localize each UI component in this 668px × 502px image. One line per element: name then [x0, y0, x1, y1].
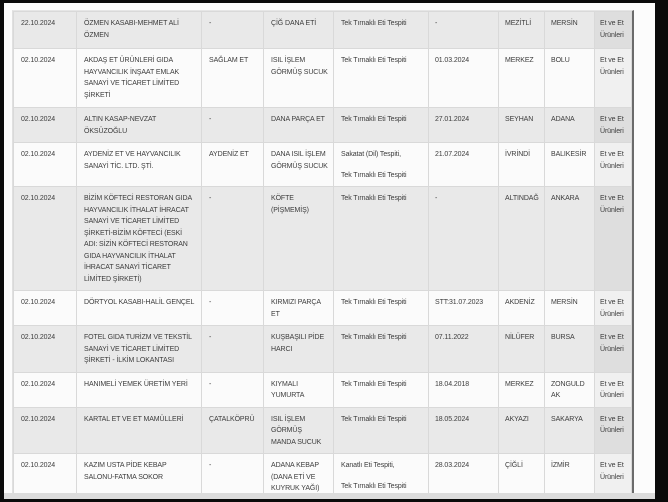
cell-product: DANA ISIL İŞLEM GÖRMÜŞ SUCUK	[264, 143, 334, 187]
cell-brand: SAĞLAM ET	[202, 49, 264, 108]
finding-text: Sakatat (Dil) Tespiti,	[341, 151, 401, 158]
cell-product: KIRMIZI PARÇA ET	[264, 291, 334, 326]
finding-text: Tek Tırnaklı Eti Tespiti	[341, 415, 407, 423]
cell-detection-date: -	[429, 187, 499, 291]
cell-province: ADANA	[545, 108, 595, 143]
cell-brand: -	[202, 454, 264, 500]
finding-text: Tek Tırnaklı Eti Tespiti	[341, 57, 407, 64]
cell-finding	[334, 407, 429, 454]
finding-text: Tek Tırnaklı Eti Tespiti	[341, 482, 407, 490]
table-row	[14, 407, 632, 454]
bottom-divider-strip	[4, 493, 655, 499]
cell-province: ANKARA	[545, 187, 595, 291]
cell-company-name: DÖRTYOL KASABI-HALİL GENÇEL	[77, 291, 202, 326]
cell-detection-date: 18.05.2024	[429, 407, 499, 454]
cell-category: Et ve Et Ürünleri	[595, 454, 632, 500]
cell-province: İZMİR	[545, 454, 595, 500]
table-row	[14, 143, 632, 187]
cell-brand: -	[202, 12, 264, 49]
table-row	[14, 372, 632, 407]
cell-finding	[334, 326, 429, 373]
cell-district: AKYAZI	[499, 407, 545, 454]
cell-detection-date: -	[429, 12, 499, 49]
cell-brand: -	[202, 291, 264, 326]
cell-category: Et ve Et Ürünleri	[595, 187, 632, 291]
cell-province: MERSİN	[545, 12, 595, 49]
cell-product: KIYMALI YUMURTA	[264, 372, 334, 407]
cell-product: ISIL İŞLEM GÖRMÜŞ MANDA SUCUK	[264, 407, 334, 454]
cell-detection-date: 07.11.2022	[429, 326, 499, 373]
cell-category: Et ve Et Ürünleri	[595, 326, 632, 373]
cell-district: MEZİTLİ	[499, 12, 545, 49]
finding-text: Tek Tırnaklı Eti Tespiti	[341, 195, 407, 202]
finding-text: Tek Tırnaklı Eti Tespiti	[341, 116, 407, 123]
cell-detection-date: STT:31.07.2023	[429, 291, 499, 326]
finding-text: Tek Tırnaklı Eti Tespiti	[341, 299, 407, 306]
cell-detection-date: 18.04.2018	[429, 372, 499, 407]
cell-province: SAKARYA	[545, 407, 595, 454]
cell-category: Et ve Et Ürünleri	[595, 372, 632, 407]
cell-category: Et ve Et Ürünleri	[595, 12, 632, 49]
table-body	[14, 12, 632, 500]
cell-province: BURSA	[545, 326, 595, 373]
cell-district: NİLÜFER	[499, 326, 545, 373]
cell-company-name: FOTEL GIDA TURİZM VE TEKSTİL SANAYİ VE TİCARET LİMİTED ŞİRKETİ - İLKİM LOKANTASI	[77, 326, 202, 373]
table-row	[14, 291, 632, 326]
cell-category: Et ve Et Ürünleri	[595, 143, 632, 187]
cell-detection-date: 28.03.2024	[429, 454, 499, 500]
cell-district: İVRİNDİ	[499, 143, 545, 187]
cell-finding	[334, 143, 429, 187]
table-row	[14, 108, 632, 143]
cell-company-name: ALTIN KASAP-NEVZAT ÖKSÜZOĞLU	[77, 108, 202, 143]
inspection-table	[13, 11, 632, 499]
cell-detection-date: 01.03.2024	[429, 49, 499, 108]
cell-province: BOLU	[545, 49, 595, 108]
cell-brand: -	[202, 108, 264, 143]
finding-text: Tek Tırnaklı Eti Tespiti	[341, 20, 407, 27]
cell-publication-date: 02.10.2024	[14, 291, 77, 326]
cell-company-name: HANIMELİ YEMEK ÜRETİM YERİ	[77, 372, 202, 407]
cell-finding	[334, 49, 429, 108]
cell-product: KUŞBAŞILI PİDE HARCI	[264, 326, 334, 373]
cell-category: Et ve Et Ürünleri	[595, 291, 632, 326]
cell-district: ÇİĞLİ	[499, 454, 545, 500]
cell-category: Et ve Et Ürünleri	[595, 108, 632, 143]
cell-company-name: KAZIM USTA PİDE KEBAP SALONU-FATMA SOKOR	[77, 454, 202, 500]
cell-district: MERKEZ	[499, 49, 545, 108]
cell-district: AKDENİZ	[499, 291, 545, 326]
table-row	[14, 187, 632, 291]
cell-brand: AYDENİZ ET	[202, 143, 264, 187]
cell-finding	[334, 372, 429, 407]
cell-detection-date: 27.01.2024	[429, 108, 499, 143]
cell-product: KÖFTE (PİŞMEMİŞ)	[264, 187, 334, 291]
cell-brand: ÇATALKÖPRÜ	[202, 407, 264, 454]
table-row	[14, 49, 632, 108]
cell-product: ISIL İŞLEM GÖRMÜŞ SUCUK	[264, 49, 334, 108]
cell-publication-date: 02.10.2024	[14, 187, 77, 291]
cell-company-name: AKDAŞ ET ÜRÜNLERİ GIDA HAYVANCILIK İNŞAAT EMLAK SANAYİ VE TİCARET LİMİTED ŞİRKETİ	[77, 49, 202, 108]
cell-company-name: KARTAL ET VE ET MAMÜLLERİ	[77, 407, 202, 454]
cell-publication-date: 02.10.2024	[14, 326, 77, 373]
cell-detection-date: 21.07.2024	[429, 143, 499, 187]
finding-text: Tek Tırnaklı Eti Tespiti	[341, 171, 407, 179]
cell-publication-date: 22.10.2024	[14, 12, 77, 49]
cell-province: ZONGULDAK	[545, 372, 595, 407]
cell-product: ADANA KEBAP (DANA ETİ VE KUYRUK YAĞI)	[264, 454, 334, 500]
finding-text: Kanatlı Eti Tespiti,	[341, 462, 395, 469]
cell-category: Et ve Et Ürünleri	[595, 407, 632, 454]
cell-brand: -	[202, 372, 264, 407]
food-inspection-table	[12, 10, 634, 499]
cell-publication-date: 02.10.2024	[14, 49, 77, 108]
cell-publication-date: 02.10.2024	[14, 143, 77, 187]
cell-product: ÇİĞ DANA ETİ	[264, 12, 334, 49]
cell-finding	[334, 291, 429, 326]
cell-brand: -	[202, 326, 264, 373]
page-background	[4, 3, 655, 499]
cell-finding	[334, 12, 429, 49]
cell-publication-date: 02.10.2024	[14, 108, 77, 143]
cell-company-name: AYDENİZ ET VE HAYVANCILIK SANAYİ TİC. LTD. ŞTİ.	[77, 143, 202, 187]
cell-province: MERSİN	[545, 291, 595, 326]
cell-brand: -	[202, 187, 264, 291]
cell-publication-date: 02.10.2024	[14, 454, 77, 500]
cell-product: DANA PARÇA ET	[264, 108, 334, 143]
cell-publication-date: 02.10.2024	[14, 407, 77, 454]
cell-province: BALIKESİR	[545, 143, 595, 187]
cell-category: Et ve Et Ürünleri	[595, 49, 632, 108]
cell-company-name: BİZİM KÖFTECİ RESTORAN GIDA HAYVANCILIK İTHALAT İHRACAT SANAYİ VE TİCARET LİMİTED ŞİRKETİ-BİZİM KÖFTECİ (ESKİ ADI: SİZİN KÖFTECİ RESTORAN GIDA HAYVANCILIK İTHALAT İHRACAT SANAYİ TİCARET LİMİTED ŞİRKETİ)	[77, 187, 202, 291]
table-row	[14, 12, 632, 49]
table-row	[14, 326, 632, 373]
finding-text: Tek Tırnaklı Eti Tespiti	[341, 380, 407, 388]
cell-district: ALTINDAĞ	[499, 187, 545, 291]
cell-district: SEYHAN	[499, 108, 545, 143]
finding-text: Tek Tırnaklı Eti Tespiti	[341, 334, 407, 341]
cell-finding	[334, 187, 429, 291]
cell-finding	[334, 108, 429, 143]
cell-publication-date: 02.10.2024	[14, 372, 77, 407]
cell-company-name: ÖZMEN KASABI-MEHMET ALİ ÖZMEN	[77, 12, 202, 49]
cell-district: MERKEZ	[499, 372, 545, 407]
